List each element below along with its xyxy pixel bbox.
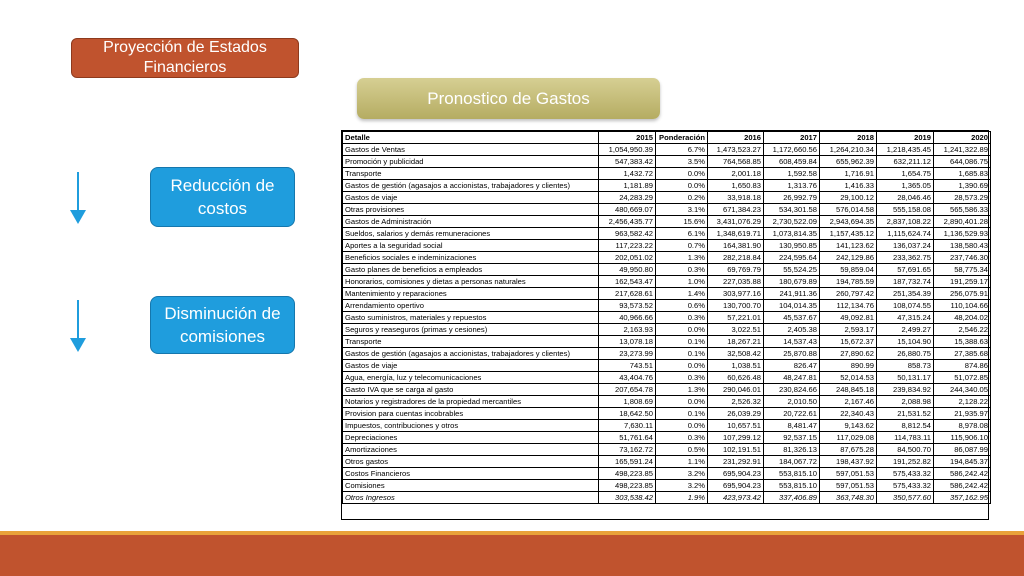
table-row: [343, 228, 991, 240]
value-cell: 576,014.58: [820, 204, 877, 216]
table-row: [343, 264, 991, 276]
value-cell: 890.99: [820, 360, 877, 372]
value-cell: 963,582.42: [599, 228, 656, 240]
value-cell: 6.1%: [656, 228, 708, 240]
row-label-cell: Depreciaciones: [343, 432, 599, 444]
value-cell: 224,595.64: [764, 252, 820, 264]
value-cell: 24,283.29: [599, 192, 656, 204]
value-cell: 290,046.01: [708, 384, 764, 396]
value-cell: 0.3%: [656, 312, 708, 324]
value-cell: 244,340.05: [934, 384, 991, 396]
row-label-cell: Gastos de Administración: [343, 216, 599, 228]
value-cell: 0.3%: [656, 264, 708, 276]
value-cell: 73,162.72: [599, 444, 656, 456]
row-label-cell: Sueldos, salarios y demás remuneraciones: [343, 228, 599, 240]
value-cell: 575,433.32: [877, 480, 934, 492]
value-cell: 2,526.32: [708, 396, 764, 408]
value-cell: 350,577.60: [877, 492, 934, 504]
value-cell: 1,073,814.35: [764, 228, 820, 240]
value-cell: 565,586.33: [934, 204, 991, 216]
table-row: [343, 396, 991, 408]
table-row: [343, 432, 991, 444]
table-row: [343, 168, 991, 180]
value-cell: 102,191.51: [708, 444, 764, 456]
table-row: [343, 216, 991, 228]
value-cell: 58,775.34: [934, 264, 991, 276]
value-cell: 1.9%: [656, 492, 708, 504]
value-cell: 632,211.12: [877, 156, 934, 168]
table-row: [343, 312, 991, 324]
value-cell: 60,626.48: [708, 372, 764, 384]
value-cell: 191,259.17: [934, 276, 991, 288]
value-cell: 1,115,624.74: [877, 228, 934, 240]
value-cell: 3.1%: [656, 204, 708, 216]
value-cell: 110,104.66: [934, 300, 991, 312]
table-row: [343, 252, 991, 264]
row-label-cell: Costos Financieros: [343, 468, 599, 480]
value-cell: 1.3%: [656, 384, 708, 396]
value-cell: 0.0%: [656, 360, 708, 372]
value-cell: 1,157,435.12: [820, 228, 877, 240]
table-row: [343, 420, 991, 432]
value-cell: 480,669.07: [599, 204, 656, 216]
value-cell: 32,508.42: [708, 348, 764, 360]
value-cell: 15,104.90: [877, 336, 934, 348]
value-cell: 858.73: [877, 360, 934, 372]
value-cell: 115,906.10: [934, 432, 991, 444]
value-cell: 2,546.22: [934, 324, 991, 336]
value-cell: 2,730,522.09: [764, 216, 820, 228]
presentation-title-text: Proyección de Estados Financieros: [103, 39, 267, 76]
value-cell: 597,051.53: [820, 480, 877, 492]
value-cell: 2,499.27: [877, 324, 934, 336]
presentation-title: [71, 38, 299, 78]
value-cell: 303,538.42: [599, 492, 656, 504]
value-cell: 248,845.18: [820, 384, 877, 396]
value-cell: 1.3%: [656, 252, 708, 264]
value-cell: 644,086.75: [934, 156, 991, 168]
value-cell: 1,038.51: [708, 360, 764, 372]
table-row: [343, 384, 991, 396]
value-cell: 8,812.54: [877, 420, 934, 432]
value-cell: 217,628.61: [599, 288, 656, 300]
value-cell: 1,432.72: [599, 168, 656, 180]
value-cell: 8,978.08: [934, 420, 991, 432]
row-label-cell: Otros gastos: [343, 456, 599, 468]
value-cell: 194,845.37: [934, 456, 991, 468]
value-cell: 0.1%: [656, 348, 708, 360]
value-cell: 0.2%: [656, 192, 708, 204]
row-label-cell: Beneficios sociales e indeminizaciones: [343, 252, 599, 264]
row-label-cell: Comisiones: [343, 480, 599, 492]
value-cell: 1,172,660.56: [764, 144, 820, 156]
value-cell: 2,167.46: [820, 396, 877, 408]
value-cell: 695,904.23: [708, 480, 764, 492]
value-cell: 27,890.62: [820, 348, 877, 360]
value-cell: 18,267.21: [708, 336, 764, 348]
row-label-cell: Arrendamiento opertivo: [343, 300, 599, 312]
value-cell: 21,531.52: [877, 408, 934, 420]
value-cell: 104,014.35: [764, 300, 820, 312]
table-row: [343, 468, 991, 480]
value-cell: 33,918.18: [708, 192, 764, 204]
value-cell: 0.0%: [656, 324, 708, 336]
table-row: [343, 444, 991, 456]
value-cell: 0.0%: [656, 396, 708, 408]
value-cell: 7,630.11: [599, 420, 656, 432]
value-cell: 260,797.42: [820, 288, 877, 300]
row-label-cell: Gastos de Ventas: [343, 144, 599, 156]
value-cell: 8,481.47: [764, 420, 820, 432]
value-cell: 9,143.62: [820, 420, 877, 432]
value-cell: 10,657.51: [708, 420, 764, 432]
column-header: Ponderación: [656, 132, 708, 144]
value-cell: 534,301.58: [764, 204, 820, 216]
value-cell: 1,685.83: [934, 168, 991, 180]
value-cell: 87,675.28: [820, 444, 877, 456]
row-label-cell: Gastos de viaje: [343, 192, 599, 204]
value-cell: 282,218.84: [708, 252, 764, 264]
value-cell: 2,837,108.22: [877, 216, 934, 228]
value-cell: 6.7%: [656, 144, 708, 156]
value-cell: 1,136,529.93: [934, 228, 991, 240]
value-cell: 164,381.90: [708, 240, 764, 252]
value-cell: 2,163.93: [599, 324, 656, 336]
value-cell: 423,973.42: [708, 492, 764, 504]
value-cell: 241,911.36: [764, 288, 820, 300]
row-label-cell: Promoción y publicidad: [343, 156, 599, 168]
table-row: [343, 192, 991, 204]
value-cell: 586,242.42: [934, 480, 991, 492]
value-cell: 597,051.53: [820, 468, 877, 480]
value-cell: 130,950.85: [764, 240, 820, 252]
value-cell: 1,650.83: [708, 180, 764, 192]
value-cell: 608,459.84: [764, 156, 820, 168]
value-cell: 655,962.39: [820, 156, 877, 168]
value-cell: 107,299.12: [708, 432, 764, 444]
value-cell: 1,218,435.45: [877, 144, 934, 156]
value-cell: 198,437.92: [820, 456, 877, 468]
value-cell: 21,935.97: [934, 408, 991, 420]
value-cell: 108,074.55: [877, 300, 934, 312]
value-cell: 93,573.52: [599, 300, 656, 312]
value-cell: 2,128.22: [934, 396, 991, 408]
action-box-reduce-costs: [150, 167, 295, 227]
value-cell: 1.1%: [656, 456, 708, 468]
row-label-cell: Aportes a la seguridad social: [343, 240, 599, 252]
value-cell: 27,385.68: [934, 348, 991, 360]
value-cell: 26,039.29: [708, 408, 764, 420]
value-cell: 874.86: [934, 360, 991, 372]
value-cell: 2,943,694.35: [820, 216, 877, 228]
value-cell: 0.3%: [656, 372, 708, 384]
value-cell: 40,966.66: [599, 312, 656, 324]
value-cell: 114,783.11: [877, 432, 934, 444]
value-cell: 1,264,210.34: [820, 144, 877, 156]
value-cell: 1,716.91: [820, 168, 877, 180]
row-label-cell: Notarios y registradores de la propiedad mercantiles: [343, 396, 599, 408]
value-cell: 2,593.17: [820, 324, 877, 336]
row-label-cell: Honorarios, comisiones y dietas a personas naturales: [343, 276, 599, 288]
column-header: 2015: [599, 132, 656, 144]
action-box-label: Disminución de comisiones: [164, 304, 281, 346]
value-cell: 1.4%: [656, 288, 708, 300]
value-cell: 48,204.02: [934, 312, 991, 324]
value-cell: 202,051.02: [599, 252, 656, 264]
row-label-cell: Agua, energía, luz y telecomunicaciones: [343, 372, 599, 384]
table-row: [343, 360, 991, 372]
down-arrow-icon: [70, 172, 86, 224]
value-cell: 337,406.89: [764, 492, 820, 504]
value-cell: 48,247.81: [764, 372, 820, 384]
down-arrow-icon: [70, 300, 86, 352]
value-cell: 555,158.08: [877, 204, 934, 216]
value-cell: 242,129.86: [820, 252, 877, 264]
column-header: 2020: [934, 132, 991, 144]
value-cell: 303,977.16: [708, 288, 764, 300]
row-label-cell: Gasto IVA que se carga al gasto: [343, 384, 599, 396]
value-cell: 3,022.51: [708, 324, 764, 336]
value-cell: 165,591.24: [599, 456, 656, 468]
value-cell: 141,123.62: [820, 240, 877, 252]
value-cell: 20,722.61: [764, 408, 820, 420]
value-cell: 237,746.30: [934, 252, 991, 264]
table-row: [343, 240, 991, 252]
value-cell: 15,672.37: [820, 336, 877, 348]
column-header: 2016: [708, 132, 764, 144]
value-cell: 826.47: [764, 360, 820, 372]
column-header: Detalle: [343, 132, 599, 144]
value-cell: 1,054,950.39: [599, 144, 656, 156]
value-cell: 233,362.75: [877, 252, 934, 264]
table-row: [343, 456, 991, 468]
value-cell: 47,315.24: [877, 312, 934, 324]
value-cell: 69,769.79: [708, 264, 764, 276]
value-cell: 695,904.23: [708, 468, 764, 480]
value-cell: 1,654.75: [877, 168, 934, 180]
value-cell: 0.0%: [656, 420, 708, 432]
value-cell: 29,100.12: [820, 192, 877, 204]
table-header-row: [343, 132, 991, 144]
value-cell: 22,340.43: [820, 408, 877, 420]
row-label-cell: Otras provisiones: [343, 204, 599, 216]
value-cell: 0.0%: [656, 180, 708, 192]
value-cell: 3.5%: [656, 156, 708, 168]
value-cell: 357,162.95: [934, 492, 991, 504]
value-cell: 227,035.88: [708, 276, 764, 288]
expense-forecast-table: [341, 130, 989, 520]
value-cell: 230,824.66: [764, 384, 820, 396]
value-cell: 26,880.75: [877, 348, 934, 360]
value-cell: 86,087.99: [934, 444, 991, 456]
value-cell: 363,748.30: [820, 492, 877, 504]
column-header: 2017: [764, 132, 820, 144]
value-cell: 1,808.69: [599, 396, 656, 408]
row-label-cell: Gastos de gestión (agasajos a accionistas, trabajadores y clientes): [343, 348, 599, 360]
table-row: [343, 372, 991, 384]
value-cell: 207,654.78: [599, 384, 656, 396]
value-cell: 136,037.24: [877, 240, 934, 252]
row-label-cell: Gastos de gestión (agasajos a accionistas, trabajadores y clientes): [343, 180, 599, 192]
value-cell: 15,388.63: [934, 336, 991, 348]
value-cell: 671,384.23: [708, 204, 764, 216]
section-header-text: Pronostico de Gastos: [427, 88, 590, 108]
value-cell: 194,785.59: [820, 276, 877, 288]
column-header: 2019: [877, 132, 934, 144]
row-label-cell: Gasto planes de beneficios a empleados: [343, 264, 599, 276]
value-cell: 0.1%: [656, 336, 708, 348]
value-cell: 2,405.38: [764, 324, 820, 336]
footer-bar: [0, 535, 1024, 576]
table-row: [343, 492, 991, 504]
value-cell: 138,580.43: [934, 240, 991, 252]
value-cell: 112,134.76: [820, 300, 877, 312]
value-cell: 55,524.25: [764, 264, 820, 276]
value-cell: 0.6%: [656, 300, 708, 312]
table-row: [343, 156, 991, 168]
value-cell: 2,890,401.28: [934, 216, 991, 228]
row-label-cell: Seguros y reaseguros (primas y cesiones): [343, 324, 599, 336]
value-cell: 1.0%: [656, 276, 708, 288]
table-row: [343, 408, 991, 420]
table-row: [343, 204, 991, 216]
row-label-cell: Gastos de viaje: [343, 360, 599, 372]
value-cell: 1,365.05: [877, 180, 934, 192]
value-cell: 57,221.01: [708, 312, 764, 324]
table-row: [343, 144, 991, 156]
value-cell: 547,383.42: [599, 156, 656, 168]
table-row: [343, 324, 991, 336]
table-row: [343, 288, 991, 300]
table-row: [343, 336, 991, 348]
value-cell: 13,078.18: [599, 336, 656, 348]
value-cell: 92,537.15: [764, 432, 820, 444]
value-cell: 26,992.79: [764, 192, 820, 204]
value-cell: 184,067.72: [764, 456, 820, 468]
value-cell: 45,537.67: [764, 312, 820, 324]
table-row: [343, 348, 991, 360]
value-cell: 130,700.70: [708, 300, 764, 312]
value-cell: 14,537.43: [764, 336, 820, 348]
value-cell: 0.3%: [656, 432, 708, 444]
table-row: [343, 276, 991, 288]
value-cell: 0.1%: [656, 408, 708, 420]
value-cell: 2,001.18: [708, 168, 764, 180]
value-cell: 1,313.76: [764, 180, 820, 192]
value-cell: 117,029.08: [820, 432, 877, 444]
value-cell: 187,732.74: [877, 276, 934, 288]
value-cell: 84,500.70: [877, 444, 934, 456]
value-cell: 1,181.89: [599, 180, 656, 192]
value-cell: 52,014.53: [820, 372, 877, 384]
value-cell: 28,573.29: [934, 192, 991, 204]
value-cell: 28,046.46: [877, 192, 934, 204]
value-cell: 1,416.33: [820, 180, 877, 192]
value-cell: 498,223.85: [599, 480, 656, 492]
value-cell: 231,292.91: [708, 456, 764, 468]
value-cell: 49,950.80: [599, 264, 656, 276]
row-label-cell: Impuestos, contribuciones y otros: [343, 420, 599, 432]
value-cell: 1,592.58: [764, 168, 820, 180]
action-box-reduce-commissions: [150, 296, 295, 354]
column-header: 2018: [820, 132, 877, 144]
value-cell: 180,679.89: [764, 276, 820, 288]
value-cell: 49,092.81: [820, 312, 877, 324]
value-cell: 1,348,619.71: [708, 228, 764, 240]
value-cell: 3.2%: [656, 468, 708, 480]
value-cell: 57,691.65: [877, 264, 934, 276]
row-label-cell: Transporte: [343, 336, 599, 348]
value-cell: 15.6%: [656, 216, 708, 228]
value-cell: 117,223.22: [599, 240, 656, 252]
value-cell: 59,859.04: [820, 264, 877, 276]
value-cell: 553,815.10: [764, 480, 820, 492]
value-cell: 50,131.17: [877, 372, 934, 384]
value-cell: 256,075.91: [934, 288, 991, 300]
row-label-cell: Otros Ingresos: [343, 492, 599, 504]
row-label-cell: Amortizaciones: [343, 444, 599, 456]
value-cell: 743.51: [599, 360, 656, 372]
row-label-cell: Transporte: [343, 168, 599, 180]
value-cell: 553,815.10: [764, 468, 820, 480]
value-cell: 575,433.32: [877, 468, 934, 480]
value-cell: 2,010.50: [764, 396, 820, 408]
row-label-cell: Mantenimiento y reparaciones: [343, 288, 599, 300]
section-header: [357, 78, 660, 119]
value-cell: 3.2%: [656, 480, 708, 492]
value-cell: 2,456,435.77: [599, 216, 656, 228]
value-cell: 18,642.50: [599, 408, 656, 420]
value-cell: 162,543.47: [599, 276, 656, 288]
value-cell: 0.0%: [656, 168, 708, 180]
value-cell: 3,431,076.29: [708, 216, 764, 228]
row-label-cell: Gasto suministros, materiales y repuestos: [343, 312, 599, 324]
table-row: [343, 480, 991, 492]
value-cell: 23,273.99: [599, 348, 656, 360]
value-cell: 1,241,322.89: [934, 144, 991, 156]
value-cell: 239,834.92: [877, 384, 934, 396]
value-cell: 81,326.13: [764, 444, 820, 456]
table-row: [343, 300, 991, 312]
value-cell: 51,072.85: [934, 372, 991, 384]
value-cell: 0.7%: [656, 240, 708, 252]
table-row: [343, 180, 991, 192]
action-box-label: Reducción de costos: [170, 176, 275, 218]
value-cell: 2,088.98: [877, 396, 934, 408]
row-label-cell: Provision para cuentas incobrables: [343, 408, 599, 420]
value-cell: 25,870.88: [764, 348, 820, 360]
value-cell: 498,223.85: [599, 468, 656, 480]
value-cell: 51,761.64: [599, 432, 656, 444]
value-cell: 586,242.42: [934, 468, 991, 480]
value-cell: 43,404.76: [599, 372, 656, 384]
value-cell: 251,354.39: [877, 288, 934, 300]
value-cell: 191,252.82: [877, 456, 934, 468]
value-cell: 1,473,523.27: [708, 144, 764, 156]
value-cell: 0.5%: [656, 444, 708, 456]
value-cell: 764,568.85: [708, 156, 764, 168]
value-cell: 1,390.69: [934, 180, 991, 192]
